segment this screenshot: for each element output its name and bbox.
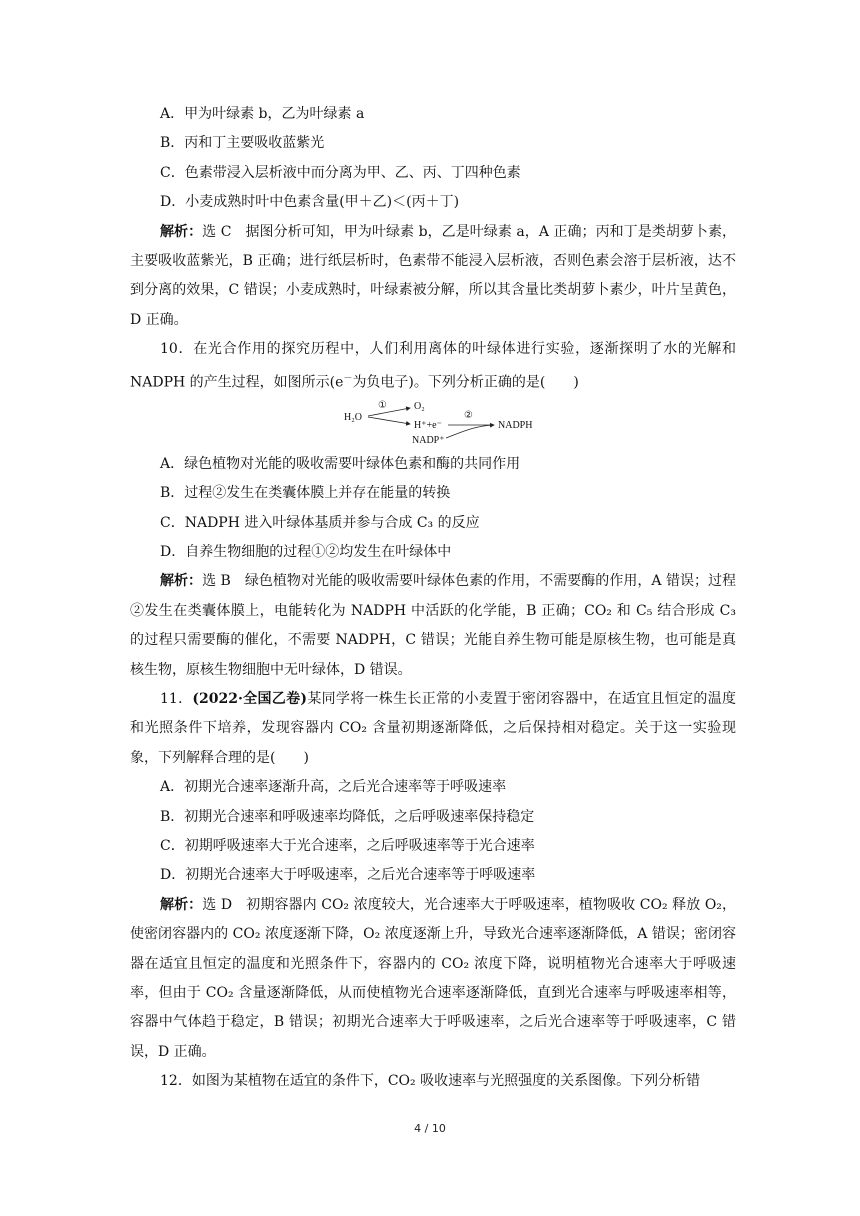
diagram-step2: ② xyxy=(464,409,473,421)
q11-analysis-label: 解析： xyxy=(160,896,203,913)
q10-option-a: A．绿色植物对光能的吸收需要叶绿体色素和酶的共同作用 xyxy=(160,455,521,472)
diagram-arrow-h xyxy=(368,417,410,424)
q10-analysis-label: 解析： xyxy=(160,573,203,590)
q10-analysis-text: 选 B 绿色植物对光能的吸收需要叶绿体色素的作用，不需要酶的作用，A 错误；过程②发生在类囊体膜上，电能转化为 NADPH 中活跃的化学能，B 正确；CO₂ 和 C₅ 结合形成 C₃ 的过程只需要酶的催化，不需要 NADPH，C 错误；光能自养生物可能是原核生物，也可能是真核生物，原核生物细胞中无叶绿体，D 错误。 xyxy=(130,573,737,678)
water-photolysis-diagram xyxy=(130,398,736,450)
q11-stem xyxy=(130,685,736,773)
q11-number: 11． xyxy=(160,690,193,707)
diagram-h-e: H⁺+e⁻ xyxy=(414,419,442,431)
q10-option-b: B．过程②发生在类囊体膜上并存在能量的转换 xyxy=(160,485,451,502)
page-number: 4 / 10 xyxy=(414,1122,446,1135)
q9-option-b: B．丙和丁主要吸收蓝紫光 xyxy=(160,135,325,152)
q9-analysis-text: 选 C 据图分析可知，甲为叶绿素 b，乙是叶绿素 a，A 正确；丙和丁是类胡萝卜素，主要吸收蓝紫光，B 正确；进行纸层析时，色素带不能浸入层析液，否则色素会溶于层析液，达不到分离的效果，C 错误；小麦成熟时，叶绿素被分解，所以其含量比类胡萝卜素少，叶片呈黄色，D 正确。 xyxy=(130,223,737,328)
diagram-h2o: H₂O xyxy=(344,411,362,423)
q11-stem-text: 某同学将一株生长正常的小麦置于密闭容器中，在适宜且恒定的温度和光照条件下培养，发现容器内 CO₂ 含量初期逐渐降低，之后保持相对稳定。关于这一实验现象，下列解释合理的是( ) xyxy=(130,690,736,766)
q12-stem: 12．如图为某植物在适宜的条件下，CO₂ 吸收速率与光照强度的关系图像。下列分析错 xyxy=(160,1073,701,1090)
q10-option-d: D．自养生物细胞的过程①②均发生在叶绿体中 xyxy=(160,543,452,560)
q10-superscript: － xyxy=(343,373,353,384)
q11-option-b: B．初期光合速率和呼吸速率均降低，之后呼吸速率保持稳定 xyxy=(160,808,535,825)
q9-option-a: A．甲为叶绿素 b，乙为叶绿素 a xyxy=(160,106,365,122)
diagram-nadp: NADP⁺ xyxy=(412,434,445,446)
q10-stem-part2: 为负电子)。下列分析正确的是( ) xyxy=(352,374,579,391)
diagram-o2: O₂ xyxy=(414,400,425,412)
q9-analysis xyxy=(130,218,736,336)
q11-option-c: C．初期呼吸速率大于光合速率，之后呼吸速率等于光合速率 xyxy=(160,838,535,854)
diagram-nadph: NADPH xyxy=(498,419,533,431)
q11-option-d: D．初期光合速率大于呼吸速率，之后光合速率等于呼吸速率 xyxy=(160,867,536,884)
diagram-step1: ① xyxy=(378,399,387,411)
q9-option-c: C．色素带浸入层析液中而分离为甲、乙、丙、丁四种色素 xyxy=(160,164,521,181)
q11-option-a: A．初期光合速率逐渐升高，之后光合速率等于呼吸速率 xyxy=(160,779,507,796)
q9-option-d: D．小麦成熟时叶中色素含量(甲＋乙)＜(丙＋丁) xyxy=(160,194,460,211)
page-content xyxy=(130,100,736,1097)
q10-stem xyxy=(130,335,736,397)
q11-analysis-text: 选 D 初期容器内 CO₂ 浓度较大，光合速率大于呼吸速率，植物吸收 CO₂ 释放 O₂，使密闭容器内的 CO₂ 浓度逐渐下降，O₂ 浓度逐渐上升，导致光合速率逐渐降低，A 错误；密闭容器在适宜且恒定的温度和光照条件下，容器内的 CO₂ 浓度下降，说明植物光合速率大于呼吸速率，但由于 CO₂ 含量逐渐降低，从而使植物光合速率逐渐降低，直到光合速率与呼吸速率相等，容器中气体趋于稳定，B 错误；初期光合速率大于呼吸速率，之后光合速率等于呼吸速率，C 错误，D 正确。 xyxy=(130,896,737,1060)
q10-stem-part1: 10．在光合作用的探究历程中，人们利用离体的叶绿体进行实验，逐渐探明了水的光解和 NADPH 的产生过程，如图所示(e xyxy=(130,341,736,391)
q11-source: (2022·全国乙卷) xyxy=(192,690,308,707)
q10-analysis xyxy=(130,567,736,685)
diagram-arrow-o2 xyxy=(368,408,410,416)
q9-analysis-label: 解析： xyxy=(160,223,203,240)
diagram-arrow-nadph xyxy=(446,425,494,438)
q10-option-c: C．NADPH 进入叶绿体基质并参与合成 C₃ 的反应 xyxy=(160,514,480,531)
q11-analysis xyxy=(130,891,736,1067)
